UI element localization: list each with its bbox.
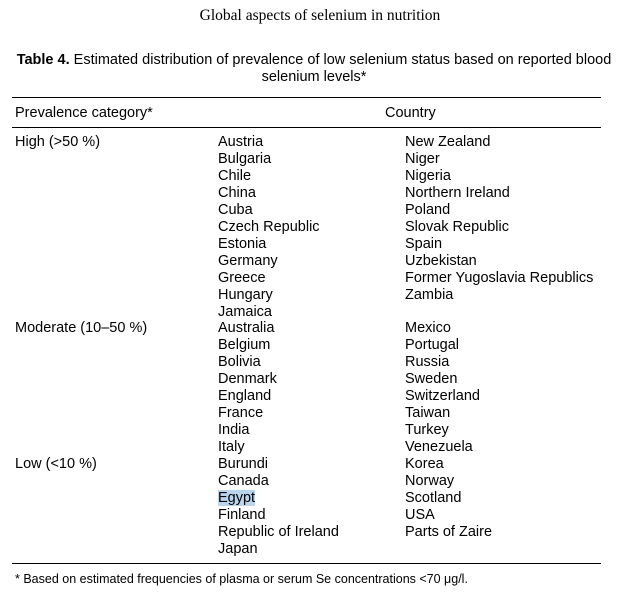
country-name[interactable]: Greece: [218, 270, 266, 286]
country-name[interactable]: Hungary: [218, 287, 273, 303]
country-name[interactable]: Finland: [218, 507, 266, 523]
country-column-right: [405, 320, 480, 456]
country-name[interactable]: Japan: [218, 541, 258, 557]
country-name[interactable]: Australia: [218, 320, 275, 336]
country-name[interactable]: Belgium: [218, 337, 271, 353]
country-name[interactable]: Mexico: [405, 320, 451, 336]
prevalence-category: Low (<10 %): [15, 456, 97, 472]
country-name[interactable]: Estonia: [218, 236, 267, 252]
text-selection-highlight[interactable]: Egypt: [218, 490, 256, 506]
country-name[interactable]: France: [218, 405, 264, 421]
table-footnote: * Based on estimated frequencies of plasma or serum Se concentrations <70 μg/l.: [15, 572, 468, 586]
column-header-category: Prevalence category*: [15, 105, 153, 121]
country-name[interactable]: Northern Ireland: [405, 185, 510, 201]
country-name[interactable]: Italy: [218, 439, 245, 455]
country-name[interactable]: India: [218, 422, 250, 438]
table-caption: [12, 52, 616, 86]
table-top-rule: [12, 97, 601, 98]
country-name[interactable]: Denmark: [218, 371, 277, 387]
country-name[interactable]: Turkey: [405, 422, 449, 438]
country-column-right: [405, 456, 492, 541]
table-header-rule: [12, 127, 601, 128]
country-name[interactable]: [218, 490, 339, 507]
country-name[interactable]: Germany: [218, 253, 278, 269]
country-name[interactable]: Venezuela: [405, 439, 473, 455]
country-name[interactable]: Norway: [405, 473, 455, 489]
prevalence-category: High (>50 %): [15, 134, 101, 150]
country-name[interactable]: Poland: [405, 202, 451, 218]
country-name[interactable]: England: [218, 388, 272, 404]
country-name[interactable]: Burundi: [218, 456, 268, 472]
country-name[interactable]: Zambia: [405, 287, 454, 303]
country-name[interactable]: Canada: [218, 473, 269, 489]
country-column-right: [405, 134, 593, 304]
country-column-left: [218, 456, 339, 558]
country-name[interactable]: Austria: [218, 134, 264, 150]
country-name[interactable]: Korea: [405, 456, 444, 472]
country-name[interactable]: Sweden: [405, 371, 458, 387]
running-head: Global aspects of selenium in nutrition: [199, 7, 441, 24]
country-name[interactable]: Taiwan: [405, 405, 451, 421]
country-name[interactable]: Portugal: [405, 337, 460, 353]
country-name[interactable]: Bulgaria: [218, 151, 272, 167]
country-name[interactable]: Former Yugoslavia Republics: [405, 270, 594, 286]
column-header-country: Country: [385, 105, 436, 121]
country-name[interactable]: New Zealand: [405, 134, 491, 150]
country-name[interactable]: Slovak Republic: [405, 219, 509, 235]
country-name[interactable]: Parts of Zaire: [405, 524, 493, 540]
table-caption-label: Table 4.: [16, 52, 70, 68]
country-name[interactable]: Cuba: [218, 202, 253, 218]
country-name[interactable]: Switzerland: [405, 388, 480, 404]
country-name[interactable]: Russia: [405, 354, 450, 370]
country-name[interactable]: USA: [405, 507, 435, 523]
country-name[interactable]: Niger: [405, 151, 440, 167]
country-name[interactable]: Scotland: [405, 490, 462, 506]
country-name[interactable]: Nigeria: [405, 168, 451, 184]
country-name[interactable]: Bolivia: [218, 354, 261, 370]
table-bottom-rule: [12, 563, 601, 564]
country-name[interactable]: Republic of Ireland: [218, 524, 339, 540]
country-column-left: [218, 134, 320, 321]
country-name[interactable]: Czech Republic: [218, 219, 320, 235]
table-caption-text: Estimated distribution of prevalence of low selenium status based on reported blood selenium levels*: [69, 52, 612, 85]
country-name[interactable]: Spain: [405, 236, 443, 252]
country-name[interactable]: China: [218, 185, 256, 201]
country-name[interactable]: Chile: [218, 168, 252, 184]
country-name[interactable]: Jamaica: [218, 304, 272, 320]
prevalence-category: Moderate (10–50 %): [15, 320, 148, 336]
country-name[interactable]: Uzbekistan: [405, 253, 477, 269]
country-column-left: [218, 320, 277, 456]
